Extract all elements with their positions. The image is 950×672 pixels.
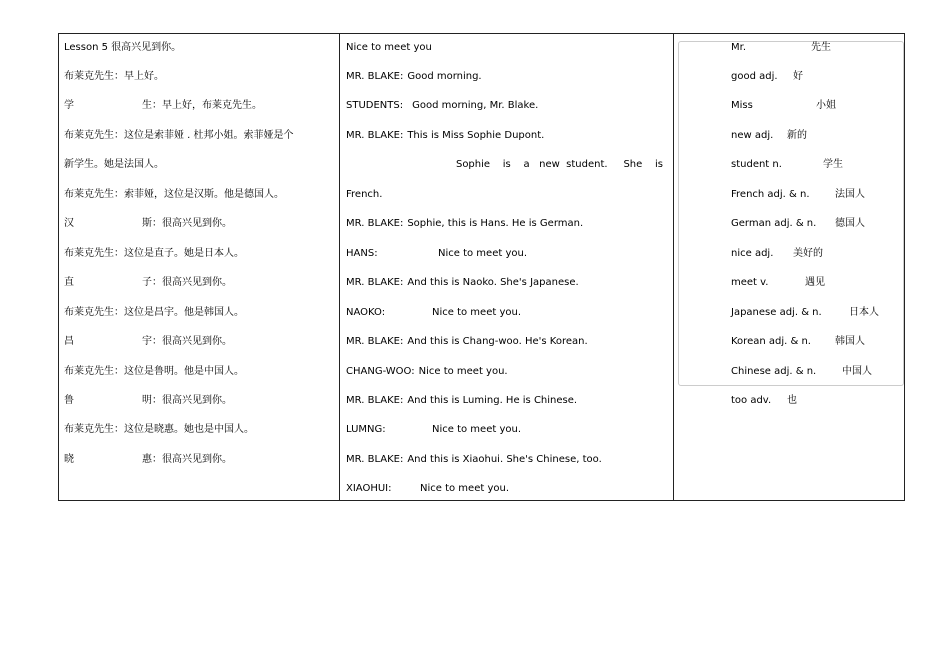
vocab-item (731, 71, 803, 83)
en-speaker: MR. BLAKE: (346, 218, 404, 229)
lesson-table (58, 33, 905, 501)
en-line (346, 100, 538, 112)
vocab-meaning: 学生 (823, 159, 843, 170)
vocab-word: German adj. & n. (731, 218, 817, 229)
en-speaker: MR. BLAKE: (346, 130, 404, 141)
en-line (346, 395, 577, 407)
vocab-word: Japanese adj. & n. (731, 307, 822, 318)
vocab-word: good adj. (731, 71, 778, 82)
vocab-word: Korean adj. & n. (731, 336, 811, 347)
vocab-item (731, 366, 872, 378)
en-text: This is Miss Sophie Dupont. (407, 130, 545, 141)
cn-line (64, 277, 232, 289)
vocabulary-box (678, 41, 904, 386)
en-line (346, 366, 508, 378)
en-line (346, 71, 482, 83)
en-text: And this is Xiaohui. She's Chinese, too. (407, 454, 602, 465)
cn-text: 明：很高兴见到你。 (142, 395, 232, 406)
vocab-item (731, 42, 831, 54)
vocab-item (731, 307, 879, 319)
en-line (456, 159, 663, 171)
en-speaker: MR. BLAKE: (346, 71, 404, 82)
vocab-item (731, 395, 797, 407)
en-line (346, 218, 583, 230)
en-line (346, 307, 521, 319)
cn-line (64, 424, 254, 436)
vocab-word: French adj. & n. (731, 189, 810, 200)
cn-label: 晓 (64, 454, 74, 465)
cn-text: 布莱克先生：这位是昌宇。他是韩国人。 (64, 307, 244, 318)
cn-text: 布莱克先生：这位是鲁明。他是中国人。 (64, 366, 244, 377)
en-line (346, 42, 432, 54)
en-speaker: LUMNG: (346, 424, 386, 435)
cn-line (64, 307, 244, 319)
en-speaker: NAOKO: (346, 307, 386, 318)
en-line (346, 189, 382, 201)
cn-text: 宇：很高兴见到你。 (142, 336, 232, 347)
cn-line (64, 71, 164, 83)
cn-text: 布莱克先生：这位是索菲娅 . 杜邦小姐。索菲娅是个 (64, 130, 294, 141)
vocab-word: nice adj. (731, 248, 774, 259)
vocab-item (731, 218, 865, 230)
vocab-item (731, 189, 865, 201)
en-text: Nice to meet you (346, 42, 432, 53)
vocab-word: too adv. (731, 395, 772, 406)
cn-label: 汉 (64, 218, 74, 229)
en-speaker: HANS: (346, 248, 378, 259)
cn-line (64, 218, 232, 230)
cn-line (64, 395, 232, 407)
cn-text: 布莱克先生：索菲娅，这位是汉斯。他是德国人。 (64, 189, 284, 200)
en-text: French. (346, 189, 383, 200)
en-speaker: CHANG-WOO: (346, 366, 415, 377)
vocab-item (731, 130, 807, 142)
en-line (346, 424, 521, 436)
en-speaker: MR. BLAKE: (346, 277, 404, 288)
cn-line (64, 159, 164, 171)
cn-line (64, 366, 244, 378)
en-text: Good morning, Mr. Blake. (412, 100, 539, 111)
vocab-meaning: 日本人 (849, 307, 879, 318)
en-line (346, 248, 527, 260)
vocab-meaning: 新的 (787, 130, 807, 141)
cn-text: 子：很高兴见到你。 (142, 277, 232, 288)
vocab-word: Mr. (731, 42, 746, 53)
cn-text: 斯：很高兴见到你。 (142, 218, 232, 229)
en-text: Nice to meet you. (432, 424, 522, 435)
cn-line (64, 130, 294, 142)
en-text: And this is Naoko. She's Japanese. (407, 277, 579, 288)
cn-line (64, 100, 262, 112)
en-line (346, 277, 579, 289)
cn-line (64, 454, 232, 466)
en-text: Sophie is a new student. She is (455, 159, 663, 170)
en-text: And this is Luming. He is Chinese. (407, 395, 578, 406)
en-text: And this is Chang-woo. He's Korean. (407, 336, 588, 347)
vocab-meaning: 遇见 (805, 277, 825, 288)
chinese-column (59, 34, 340, 500)
cn-label: 鲁 (64, 395, 74, 406)
cn-text: 布莱克先生：这位是直子。她是日本人。 (64, 248, 244, 259)
cn-text: 新学生。她是法国人。 (64, 159, 164, 170)
en-text: Nice to meet you. (438, 248, 528, 259)
vocab-word: new adj. (731, 130, 774, 141)
vocab-word: student n. (731, 159, 782, 170)
cn-label: 学 (64, 100, 74, 111)
en-line (346, 336, 588, 348)
en-text: Nice to meet you. (432, 307, 522, 318)
cn-line (64, 336, 232, 348)
vocab-meaning: 德国人 (835, 218, 865, 229)
vocab-item (731, 248, 823, 260)
cn-line (64, 189, 284, 201)
vocabulary-column (674, 34, 904, 500)
vocab-item (731, 336, 865, 348)
english-column (340, 34, 674, 500)
vocab-meaning: 好 (793, 71, 803, 82)
en-speaker: MR. BLAKE: (346, 395, 404, 406)
cn-text: 生：早上好，布莱克先生。 (142, 100, 262, 111)
vocab-meaning: 韩国人 (835, 336, 865, 347)
en-text: Good morning. (407, 71, 482, 82)
en-speaker: MR. BLAKE: (346, 454, 404, 465)
vocab-meaning: 也 (787, 395, 797, 406)
en-line (346, 130, 544, 142)
vocab-item (731, 277, 825, 289)
vocab-meaning: 中国人 (842, 366, 872, 377)
en-text: Nice to meet you. (418, 366, 508, 377)
en-speaker: MR. BLAKE: (346, 336, 404, 347)
cn-label: 昌 (64, 336, 74, 347)
cn-line (64, 42, 181, 54)
en-text: Nice to meet you. (420, 483, 510, 494)
vocab-word: Miss (731, 100, 753, 111)
en-line (346, 483, 509, 495)
cn-text: Lesson 5 很高兴见到你。 (64, 42, 182, 53)
vocab-word: Chinese adj. & n. (731, 366, 817, 377)
vocab-word: meet v. (731, 277, 769, 288)
vocab-meaning: 法国人 (835, 189, 865, 200)
cn-line (64, 248, 244, 260)
vocab-meaning: 先生 (811, 42, 831, 53)
en-speaker: STUDENTS: (346, 100, 404, 111)
vocab-item (731, 100, 836, 112)
vocab-meaning: 美好的 (793, 248, 823, 259)
cn-label: 直 (64, 277, 74, 288)
vocab-meaning: 小姐 (816, 100, 836, 111)
en-line (346, 454, 602, 466)
en-speaker: XIAOHUI: (346, 483, 392, 494)
cn-text: 惠：很高兴见到你。 (142, 454, 232, 465)
en-text: Sophie, this is Hans. He is German. (407, 218, 584, 229)
vocab-item (731, 159, 843, 171)
cn-text: 布莱克先生：这位是晓惠。她也是中国人。 (64, 424, 254, 435)
cn-text: 布莱克先生：早上好。 (64, 71, 164, 82)
